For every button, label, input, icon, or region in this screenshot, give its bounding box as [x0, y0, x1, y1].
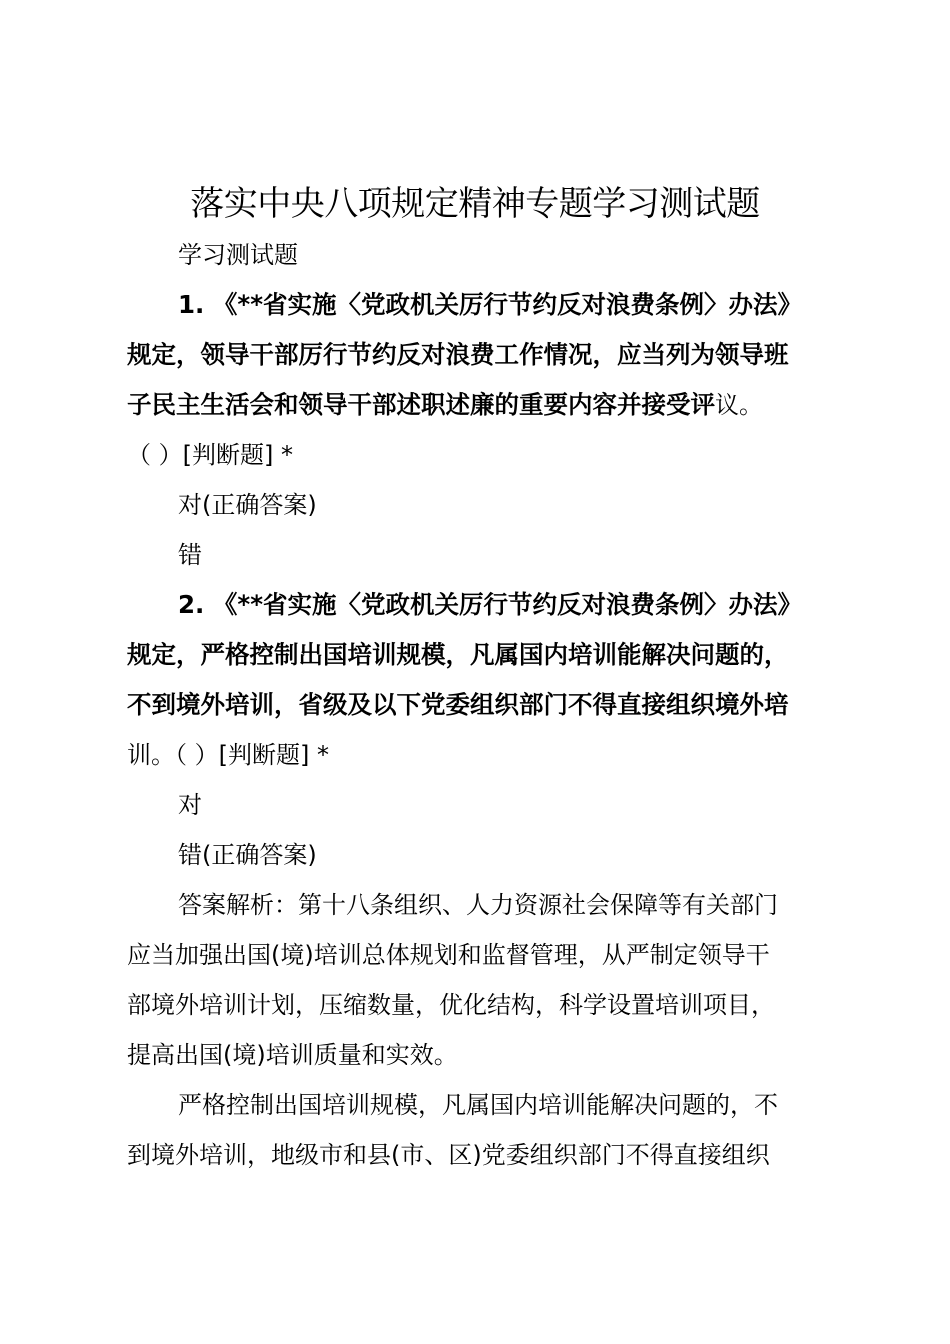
question-1-line-1: 1. 《**省实施〈党政机关厉行节约反对浪费条例〉办法》: [178, 290, 803, 319]
question-2-type: 训。（ ）[判断题] *: [127, 741, 329, 769]
question-1-type: （ ）[判断题] *: [127, 441, 293, 469]
analysis-line-6: 到境外培训，地级市和县(市、区)党委组织部门不得直接组织: [127, 1141, 770, 1169]
document-subtitle: 学习测试题: [178, 241, 298, 269]
question-1-line-2: 规定，领导干部厉行节约反对浪费工作情况，应当列为领导班: [127, 340, 789, 369]
analysis-line-3: 部境外培训计划，压缩数量，优化结构，科学设置培训项目，: [127, 991, 775, 1019]
question-2-option-2: 错(正确答案): [178, 841, 317, 869]
question-2-line-3: 不到境外培训，省级及以下党委组织部门不得直接组织境外培: [127, 690, 789, 719]
analysis-line-2: 应当加强出国(境)培训总体规划和监督管理，从严制定领导干: [127, 941, 770, 969]
analysis-line-1: 答案解析：第十八条组织、人力资源社会保障等有关部门: [178, 891, 778, 919]
question-1-line-3-bold: 子民主生活会和领导干部述职述廉的重要内容并接受评: [127, 390, 715, 419]
question-2-option-1: 对: [178, 791, 202, 819]
question-2-line-1: 2. 《**省实施〈党政机关厉行节约反对浪费条例〉办法》: [178, 590, 803, 619]
document-title: 落实中央八项规定精神专题学习测试题: [190, 184, 760, 224]
question-1-option-1: 对(正确答案): [178, 491, 317, 519]
question-1-option-2: 错: [178, 541, 202, 569]
analysis-line-4: 提高出国(境)培训质量和实效。: [127, 1041, 458, 1069]
question-2-line-2: 规定，严格控制出国培训规模，凡属国内培训能解决问题的，: [127, 640, 789, 669]
question-1-line-3-tail: 议。: [715, 391, 763, 419]
question-1-line-3: [127, 388, 763, 422]
analysis-line-5: 严格控制出国培训规模，凡属国内培训能解决问题的，不: [178, 1091, 778, 1119]
